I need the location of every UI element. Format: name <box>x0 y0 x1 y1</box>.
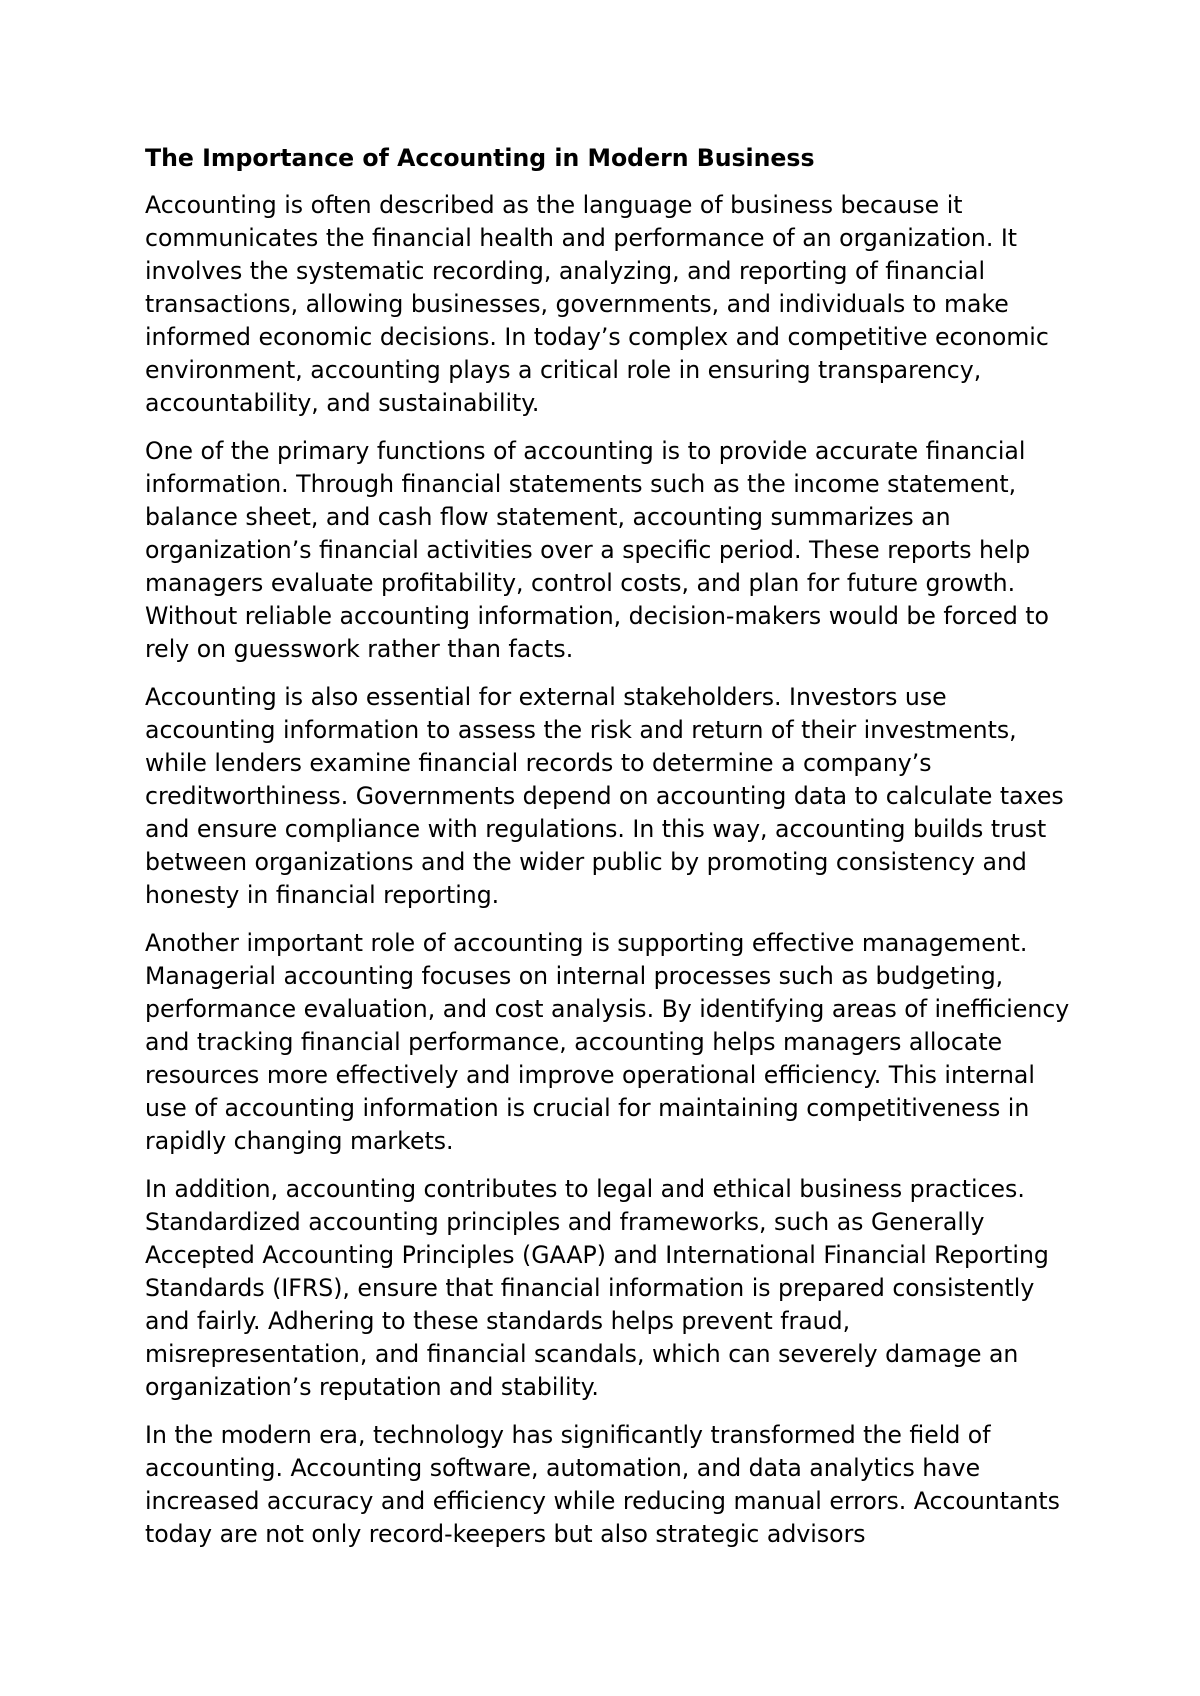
paragraph-financial-information: One of the primary functions of accounting is to provide accurate financial information. Through financial statements such as the income statement, balance sheet, and cash flow statement, accounting summarizes an organization’s financial activities over a specific period. These reports help managers evaluate profitability, control costs, and plan for future growth. Without reliable accounting information, decision-makers would be forced to rely on guesswork rather than facts. <box>145 437 1049 663</box>
paragraph-legal-ethical: In addition, accounting contributes to legal and ethical business practices. Standardized accounting principles and frameworks, such as Generally Accepted Accounting Principles (GAAP) and International Financial Reporting Standards (IFRS), ensure that financial information is prepared consistently and fairly. Adhering to these standards helps prevent fraud, misrepresentation, and financial scandals, which can severely damage an organization’s reputation and stability. <box>145 1175 1049 1401</box>
paragraph-management: Another important role of accounting is supporting effective management. Managerial accounting focuses on internal processes such as budgeting, performance evaluation, and cost analysis. By identifying areas of inefficiency and tracking financial performance, accounting helps managers allocate resources more effectively and improve operational efficiency. This internal use of accounting information is crucial for maintaining competitiveness in rapidly changing markets. <box>145 929 1070 1155</box>
paragraph-technology: In the modern era, technology has significantly transformed the field of accounting. Accounting software, automation, and data analytics have increased accuracy and efficiency while reducing manual errors. Accountants today are not only record-keepers but also strategic advisors <box>145 1421 1060 1548</box>
document-body <box>145 142 1075 1566</box>
paragraph-external-stakeholders: Accounting is also essential for external stakeholders. Investors use accounting information to assess the risk and return of their investments, while lenders examine financial records to determine a company’s creditworthiness. Governments depend on accounting data to calculate taxes and ensure compliance with regulations. In this way, accounting builds trust between organizations and the wider public by promoting consistency and honesty in financial reporting. <box>145 683 1064 909</box>
paragraph-intro: Accounting is often described as the language of business because it communicates the financial health and performance of an organization. It involves the systematic recording, analyzing, and reporting of financial transactions, allowing businesses, governments, and individuals to make informed economic decisions. In today’s complex and competitive economic environment, accounting plays a critical role in ensuring transparency, accountability, and sustainability. <box>145 191 1049 417</box>
document-title: The Importance of Accounting in Modern Business <box>145 144 815 172</box>
